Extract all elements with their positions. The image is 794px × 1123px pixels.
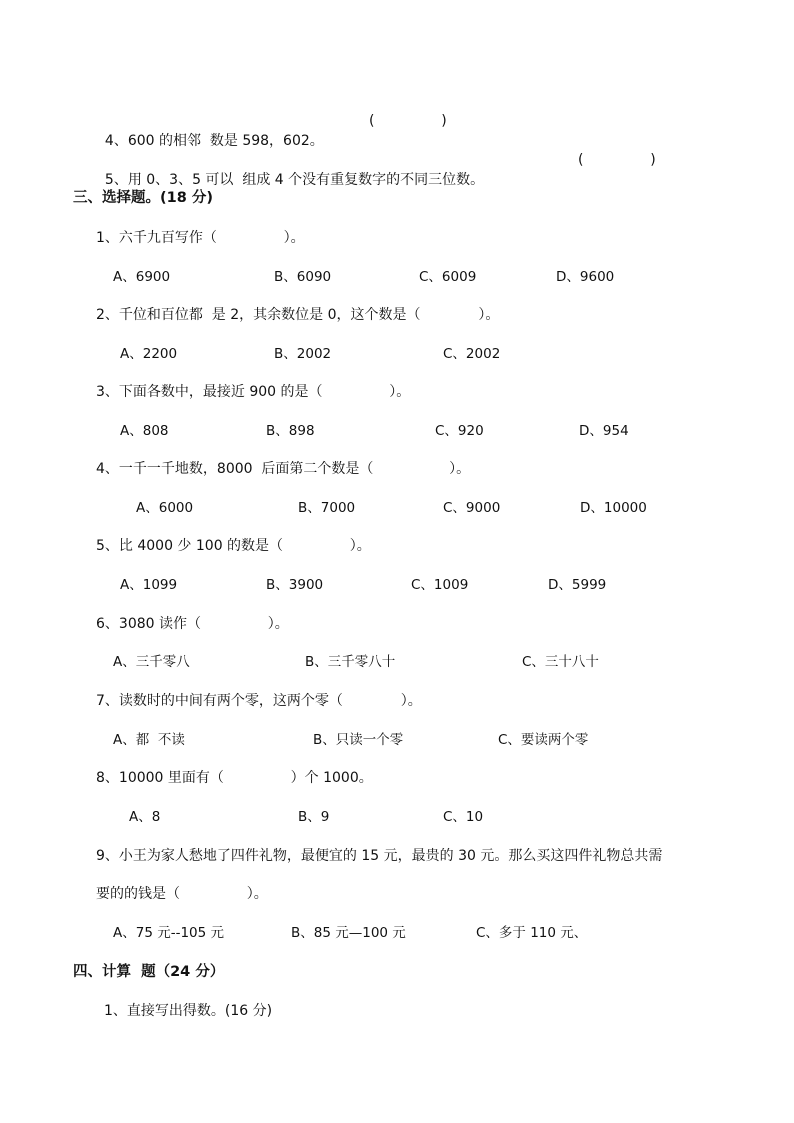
choice-3-option-b[interactable]: B、898 [266, 423, 315, 439]
tf-answer-blank-5[interactable]: ( ) [578, 152, 656, 168]
choice-4-option-c[interactable]: C、9000 [443, 500, 501, 516]
choice-question-9-cont: 要的的钱是（ ）。 [96, 886, 268, 902]
section-4-title: 四、计算 题（24 分） [73, 964, 225, 980]
choice-8-option-c[interactable]: C、10 [443, 809, 484, 825]
choice-1-option-a[interactable]: A、6900 [113, 269, 171, 285]
tf-question-4 [96, 111, 324, 151]
section-3-title: 三、选择题。(18 分) [73, 190, 213, 206]
choice-3-option-d[interactable]: D、954 [579, 423, 629, 439]
tf-answer-blank-4[interactable]: ( ) [369, 113, 447, 129]
choice-5-option-b[interactable]: B、3900 [266, 577, 324, 593]
choice-9-option-b[interactable]: B、85 元—100 元 [291, 925, 406, 941]
choice-3-option-a[interactable]: A、808 [120, 423, 169, 439]
choice-9-option-c[interactable]: C、多于 110 元、 [476, 925, 588, 941]
choice-question-6: 6、3080 读作（ ）。 [96, 616, 289, 632]
choice-question-1: 1、六千九百写作（ ）。 [96, 230, 305, 246]
choice-4-option-a[interactable]: A、6000 [136, 500, 194, 516]
choice-6-option-a[interactable]: A、三千零八 [113, 654, 190, 670]
choice-2-option-a[interactable]: A、2200 [120, 346, 178, 362]
tf-question-5-text: 5、用 0、3、5 可以 组成 4 个没有重复数字的不同三位数。 [104, 172, 485, 188]
choice-9-option-a[interactable]: A、75 元--105 元 [113, 925, 225, 941]
choice-4-option-d[interactable]: D、10000 [580, 500, 647, 516]
choice-8-option-a[interactable]: A、8 [129, 809, 161, 825]
choice-6-option-c[interactable]: C、三十八十 [522, 654, 599, 670]
choice-5-option-c[interactable]: C、1009 [411, 577, 469, 593]
choice-4-option-b[interactable]: B、7000 [298, 500, 356, 516]
choice-question-2: 2、千位和百位都 是 2，其余数位是 0，这个数是（ ）。 [96, 307, 500, 323]
choice-question-4: 4、一千一千地数，8000 后面第二个数是（ ）。 [96, 461, 471, 477]
choice-5-option-d[interactable]: D、5999 [548, 577, 607, 593]
choice-7-option-a[interactable]: A、都 不读 [113, 732, 185, 748]
choice-question-7: 7、读数时的中间有两个零，这两个零（ ）。 [96, 693, 422, 709]
choice-2-option-b[interactable]: B、2002 [274, 346, 332, 362]
choice-question-9: 9、小王为家人愁地了四件礼物，最便宜的 15 元，最贵的 30 元。那么买这四件礼物总共需 [96, 848, 663, 864]
choice-5-option-a[interactable]: A、1099 [120, 577, 178, 593]
choice-question-5: 5、比 4000 少 100 的数是（ ）。 [96, 538, 371, 554]
choice-6-option-b[interactable]: B、三千零八十 [305, 654, 396, 670]
choice-7-option-b[interactable]: B、只读一个零 [313, 732, 404, 748]
choice-1-option-d[interactable]: D、9600 [556, 269, 615, 285]
choice-7-option-c[interactable]: C、要读两个零 [498, 732, 589, 748]
choice-3-option-c[interactable]: C、920 [435, 423, 484, 439]
choice-8-option-b[interactable]: B、9 [298, 809, 330, 825]
choice-1-option-b[interactable]: B、6090 [274, 269, 332, 285]
choice-1-option-c[interactable]: C、6009 [419, 269, 477, 285]
calc-question-1: 1、直接写出得数。(16 分) [104, 1003, 273, 1019]
choice-question-3: 3、下面各数中，最接近 900 的是（ ）。 [96, 384, 411, 400]
tf-question-5 [96, 150, 484, 190]
tf-question-4-text: 4、600 的相邻 数是 598，602。 [104, 133, 324, 149]
choice-question-8: 8、10000 里面有（ ）个 1000。 [96, 770, 373, 786]
choice-2-option-c[interactable]: C、2002 [443, 346, 501, 362]
